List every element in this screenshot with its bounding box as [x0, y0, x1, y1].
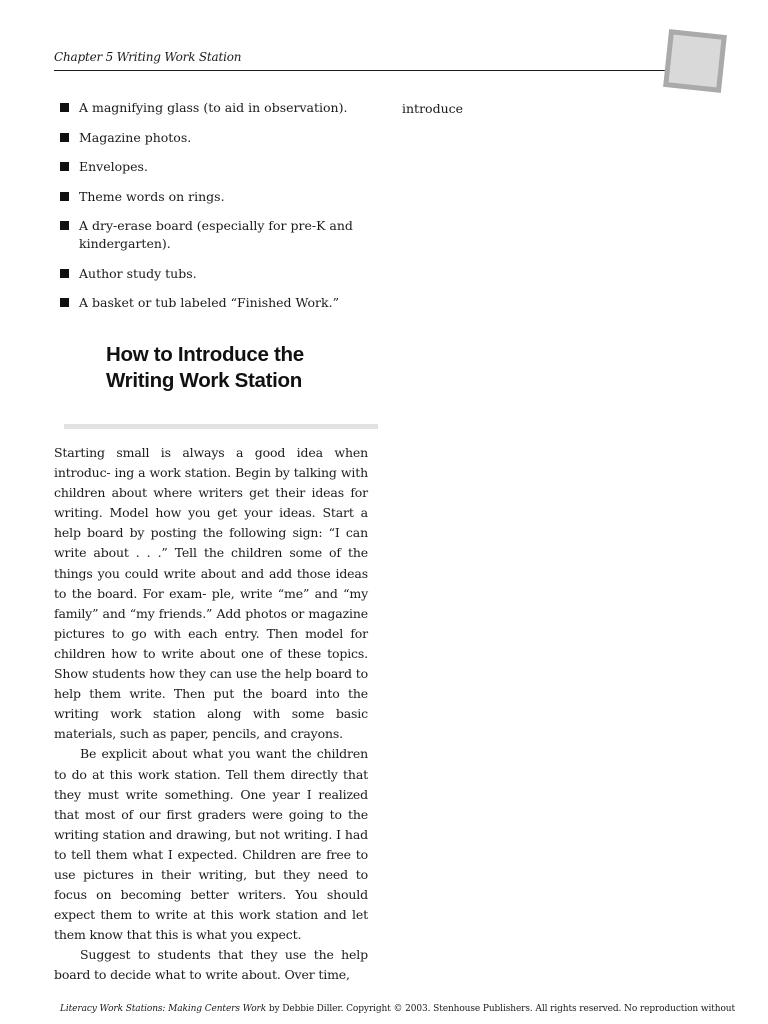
margin-note: introduce	[402, 101, 464, 116]
body-text	[54, 443, 368, 986]
bullet-square-icon	[60, 298, 69, 307]
list-item: Envelopes.	[58, 158, 358, 176]
list-item: Magazine photos.	[58, 129, 358, 147]
paragraph: Suggest to students that they use the help board to decide what to write about. Over time,	[54, 947, 368, 983]
running-header	[54, 50, 666, 71]
bullet-square-icon	[60, 221, 69, 230]
materials-list	[58, 99, 358, 312]
copyright-footer	[60, 1003, 740, 1015]
heading-rule	[64, 424, 378, 429]
paragraph: Starting small is always a good idea when introduc- ing a work station. Begin by talking with children about where writers get their ideas for writing. Model how you get your ideas. Start a help board by posting the following sign: “I can write about . . .” Tell the children some of the things you could write about and add those ideas to the board. For exam- ple, write “me” and “my family” and “my friends.” Add photos or magazine pictures to go with each entry. Then model for children how to write about one of these topics. Show students how they can use the help board to help them write. Then put the board into the writing work station along with some basic materials, such as paper, pencils, and crayons.	[54, 445, 368, 742]
bullet-square-icon	[60, 133, 69, 142]
list-item: A dry-erase board (especially for pre-K and kindergarten).	[58, 217, 358, 253]
section-heading: How to Introduce the Writing Work Station	[106, 343, 304, 392]
bullet-square-icon	[60, 192, 69, 201]
list-item: Theme words on rings.	[58, 188, 358, 206]
list-item: A magnifying glass (to aid in observation).	[58, 99, 358, 117]
page-corner-tab	[663, 29, 727, 93]
list-item: A basket or tub labeled “Finished Work.”	[58, 294, 358, 312]
bullet-square-icon	[60, 103, 69, 112]
list-item: Author study tubs.	[58, 265, 358, 283]
copyright-credit: by Debbie Diller. Copyright © 2003. Stenhouse Publishers. All rights reserved. No reproduction without	[266, 1004, 735, 1014]
bullet-square-icon	[60, 162, 69, 171]
book-title: Literacy Work Stations: Making Centers Work	[60, 1004, 267, 1014]
chapter-title: Chapter 5 Writing Work Station	[54, 50, 242, 64]
paragraph: Be explicit about what you want the children to do at this work station. Tell them directly that they must write something. One year I realized that most of our first graders were going to the writing station and drawing, but not writing. I had to tell them what I expected. Children are free to use pictures in their writing, but they need to focus on becoming better writers. You should expect them to write at this work station and let them know that this is what you expect.	[54, 746, 368, 943]
bullet-square-icon	[60, 269, 69, 278]
